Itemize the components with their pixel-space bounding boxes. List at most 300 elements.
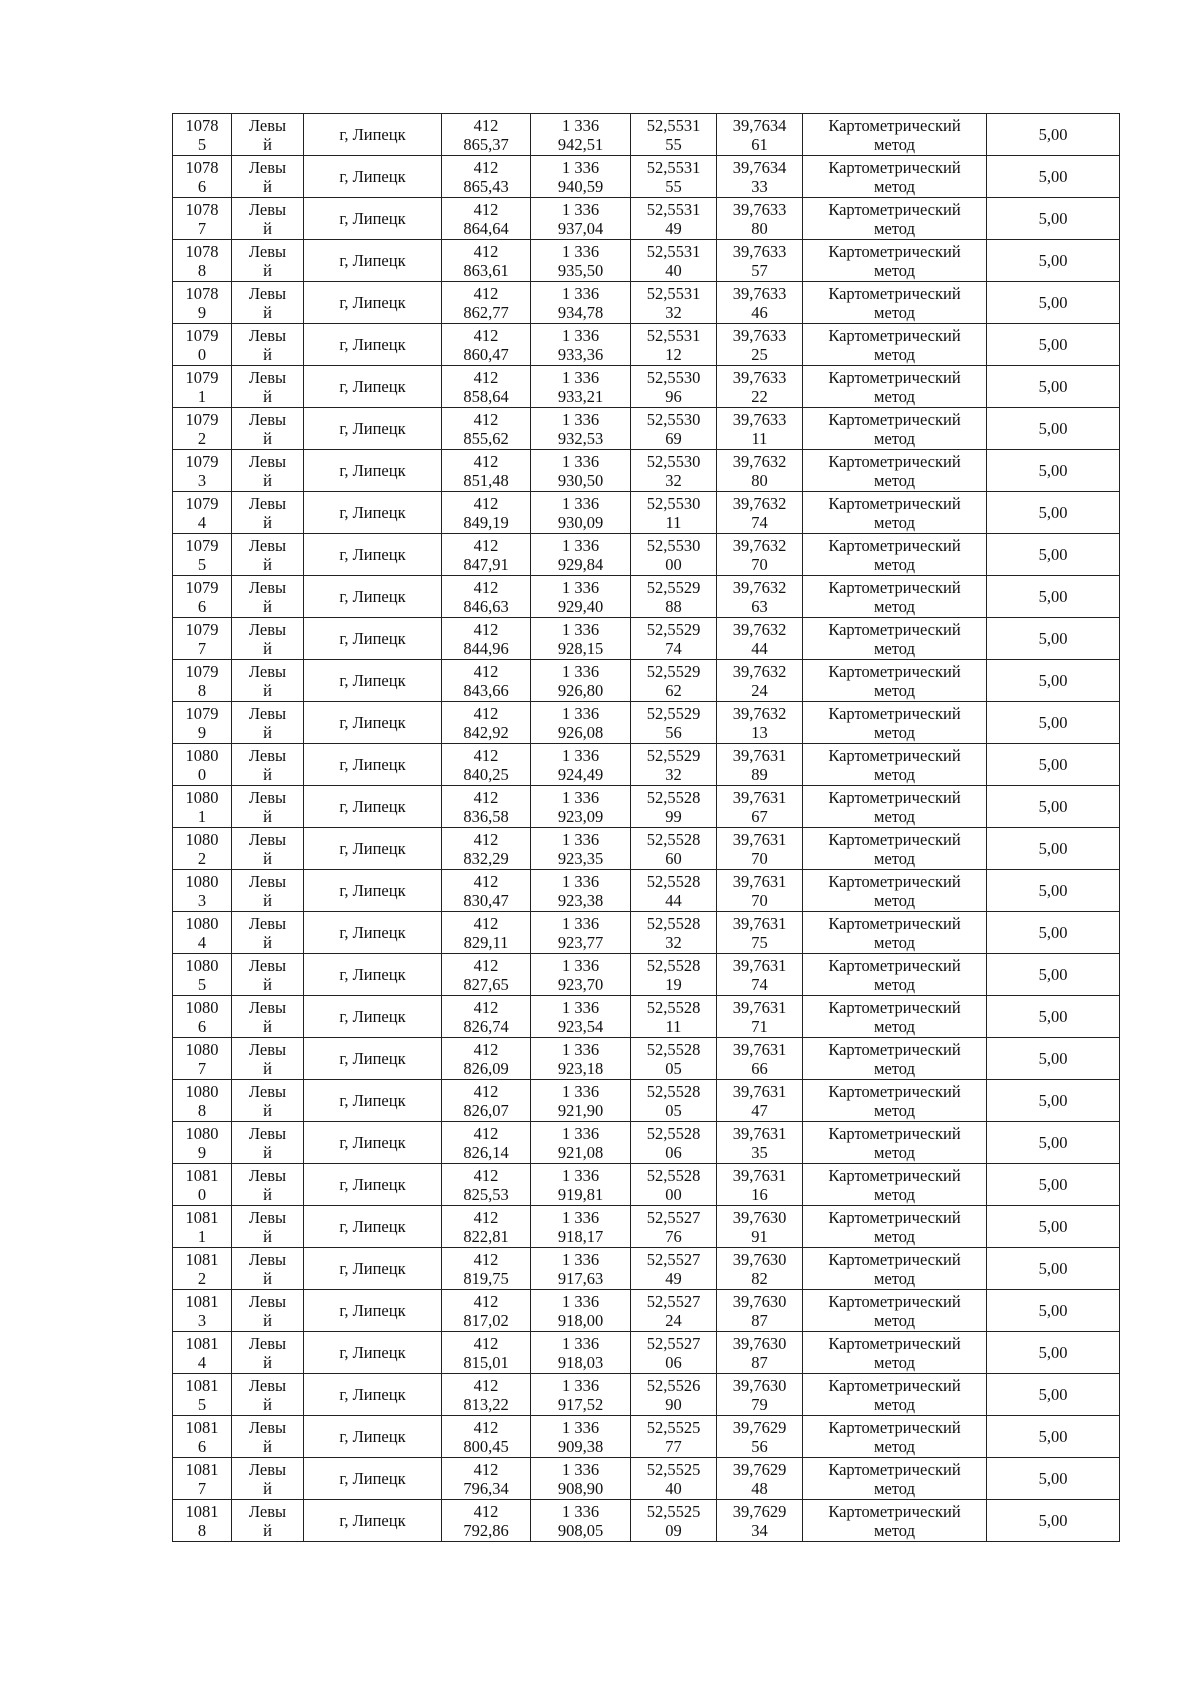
y-coordinate-line: 937,04 [557, 218, 604, 238]
method-line: метод [874, 1142, 915, 1162]
bank-side-line: Левы [248, 871, 287, 891]
longitude-line: 74 [751, 512, 768, 532]
latitude-line: 76 [665, 1226, 682, 1246]
y-coordinate-cell [531, 744, 631, 786]
method-line: метод [874, 848, 915, 868]
point-number-line: 1081 [185, 1207, 219, 1227]
y-coordinate-cell [531, 912, 631, 954]
accuracy-cell: 5,00 [987, 1416, 1120, 1458]
method-cell [803, 744, 987, 786]
longitude-cell [717, 114, 803, 156]
point-number-cell [173, 1290, 232, 1332]
bank-side-cell [232, 1290, 304, 1332]
accuracy-cell: 5,00 [987, 1290, 1120, 1332]
method-line: Картометрический [828, 367, 961, 387]
x-coordinate-line: 863,61 [463, 260, 509, 280]
method-cell [803, 828, 987, 870]
bank-side-cell [232, 534, 304, 576]
latitude-cell [631, 744, 717, 786]
method-line: Картометрический [828, 1417, 961, 1437]
latitude-line: 52,5531 [646, 115, 701, 135]
y-coordinate-line: 1 336 [561, 535, 600, 555]
bank-side-line: й [263, 974, 272, 994]
longitude-line: 39,7633 [732, 199, 787, 219]
longitude-line: 35 [751, 1142, 768, 1162]
bank-side-line: й [263, 1100, 272, 1120]
latitude-cell [631, 618, 717, 660]
latitude-line: 55 [665, 176, 682, 196]
accuracy-cell: 5,00 [987, 366, 1120, 408]
latitude-line: 69 [665, 428, 682, 448]
bank-side-line: Левы [248, 451, 287, 471]
point-number-cell [173, 1080, 232, 1122]
latitude-cell [631, 996, 717, 1038]
city-cell: г, Липецк [304, 576, 442, 618]
x-coordinate-line: 832,29 [463, 848, 509, 868]
city-cell: г, Липецк [304, 912, 442, 954]
latitude-line: 55 [665, 134, 682, 154]
city-cell: г, Липецк [304, 1206, 442, 1248]
latitude-cell [631, 282, 717, 324]
bank-side-cell [232, 1374, 304, 1416]
y-coordinate-cell [531, 870, 631, 912]
latitude-line: 32 [665, 302, 682, 322]
point-number-line: 1079 [185, 619, 219, 639]
city-cell: г, Липецк [304, 198, 442, 240]
table-row [173, 450, 1120, 492]
bank-side-cell [232, 492, 304, 534]
x-coordinate-cell [442, 1374, 531, 1416]
bank-side-cell [232, 282, 304, 324]
method-line: метод [874, 1100, 915, 1120]
method-line: Картометрический [828, 1123, 961, 1143]
x-coordinate-cell [442, 996, 531, 1038]
bank-side-line: й [263, 638, 272, 658]
y-coordinate-line: 908,05 [557, 1520, 604, 1540]
accuracy-cell: 5,00 [987, 744, 1120, 786]
point-number-line: 7 [197, 1478, 207, 1498]
y-coordinate-cell [531, 1122, 631, 1164]
y-coordinate-cell [531, 618, 631, 660]
longitude-line: 56 [751, 1436, 768, 1456]
y-coordinate-cell [531, 408, 631, 450]
x-coordinate-line: 412 [473, 1207, 499, 1227]
method-cell [803, 660, 987, 702]
y-coordinate-line: 1 336 [561, 1249, 600, 1269]
x-coordinate-cell [442, 114, 531, 156]
city-cell: г, Липецк [304, 954, 442, 996]
latitude-cell [631, 1164, 717, 1206]
point-number-line: 3 [197, 890, 207, 910]
latitude-line: 52,5531 [646, 157, 701, 177]
bank-side-cell [232, 114, 304, 156]
longitude-line: 39,7632 [732, 451, 787, 471]
method-cell [803, 702, 987, 744]
latitude-line: 52,5530 [646, 409, 701, 429]
method-line: метод [874, 806, 915, 826]
y-coordinate-line: 921,90 [557, 1100, 604, 1120]
longitude-line: 39,7630 [732, 1249, 787, 1269]
table-row [173, 408, 1120, 450]
accuracy-cell: 5,00 [987, 1122, 1120, 1164]
point-number-line: 1 [197, 1226, 207, 1246]
bank-side-line: Левы [248, 829, 287, 849]
latitude-line: 96 [665, 386, 682, 406]
bank-side-line: Левы [248, 1501, 287, 1521]
city-cell: г, Липецк [304, 1290, 442, 1332]
longitude-cell [717, 1290, 803, 1332]
y-coordinate-line: 921,08 [557, 1142, 604, 1162]
longitude-cell [717, 282, 803, 324]
point-number-cell [173, 534, 232, 576]
method-cell [803, 870, 987, 912]
bank-side-line: й [263, 1268, 272, 1288]
latitude-line: 40 [665, 260, 682, 280]
method-line: Картометрический [828, 1165, 961, 1185]
method-cell [803, 450, 987, 492]
method-line: Картометрический [828, 955, 961, 975]
point-number-line: 1079 [185, 703, 219, 723]
longitude-line: 44 [751, 638, 768, 658]
method-line: Картометрический [828, 577, 961, 597]
accuracy-cell: 5,00 [987, 702, 1120, 744]
accuracy-cell: 5,00 [987, 492, 1120, 534]
point-number-line: 9 [197, 1142, 207, 1162]
y-coordinate-line: 1 336 [561, 745, 600, 765]
point-number-line: 1080 [185, 955, 219, 975]
latitude-line: 06 [665, 1142, 682, 1162]
latitude-line: 52,5527 [646, 1249, 701, 1269]
latitude-line: 49 [665, 218, 682, 238]
y-coordinate-cell [531, 282, 631, 324]
bank-side-line: й [263, 218, 272, 238]
x-coordinate-cell [442, 1332, 531, 1374]
bank-side-cell [232, 660, 304, 702]
x-coordinate-cell [442, 1122, 531, 1164]
y-coordinate-line: 1 336 [561, 871, 600, 891]
city-cell: г, Липецк [304, 1038, 442, 1080]
city-cell: г, Липецк [304, 828, 442, 870]
point-number-cell [173, 156, 232, 198]
method-cell [803, 618, 987, 660]
method-line: Картометрический [828, 283, 961, 303]
method-cell [803, 1248, 987, 1290]
method-cell [803, 282, 987, 324]
bank-side-cell [232, 828, 304, 870]
x-coordinate-line: 412 [473, 829, 499, 849]
y-coordinate-cell [531, 450, 631, 492]
bank-side-line: Левы [248, 493, 287, 513]
y-coordinate-line: 1 336 [561, 1375, 600, 1395]
longitude-line: 11 [751, 428, 768, 448]
y-coordinate-line: 923,70 [557, 974, 604, 994]
longitude-cell [717, 1122, 803, 1164]
table-row [173, 1458, 1120, 1500]
point-number-cell [173, 198, 232, 240]
y-coordinate-cell [531, 492, 631, 534]
x-coordinate-line: 412 [473, 997, 499, 1017]
bank-side-line: Левы [248, 745, 287, 765]
longitude-line: 39,7634 [732, 115, 787, 135]
method-line: Картометрический [828, 745, 961, 765]
y-coordinate-line: 933,36 [557, 344, 604, 364]
longitude-line: 39,7631 [732, 745, 787, 765]
method-line: метод [874, 1184, 915, 1204]
x-coordinate-cell [442, 366, 531, 408]
point-number-line: 1081 [185, 1333, 219, 1353]
accuracy-cell: 5,00 [987, 1374, 1120, 1416]
longitude-cell [717, 660, 803, 702]
latitude-line: 32 [665, 470, 682, 490]
x-coordinate-line: 412 [473, 745, 499, 765]
point-number-line: 2 [197, 1268, 207, 1288]
longitude-line: 16 [751, 1184, 768, 1204]
city-cell: г, Липецк [304, 114, 442, 156]
point-number-cell [173, 996, 232, 1038]
bank-side-line: Левы [248, 955, 287, 975]
x-coordinate-cell [442, 492, 531, 534]
x-coordinate-line: 412 [473, 577, 499, 597]
accuracy-cell: 5,00 [987, 156, 1120, 198]
point-number-line: 6 [197, 1016, 207, 1036]
bank-side-cell [232, 618, 304, 660]
bank-side-cell [232, 1248, 304, 1290]
longitude-line: 79 [751, 1394, 768, 1414]
bank-side-line: й [263, 932, 272, 952]
x-coordinate-cell [442, 1458, 531, 1500]
method-line: метод [874, 386, 915, 406]
latitude-cell [631, 1080, 717, 1122]
x-coordinate-line: 412 [473, 661, 499, 681]
x-coordinate-line: 865,43 [463, 176, 509, 196]
point-number-cell [173, 1164, 232, 1206]
x-coordinate-line: 846,63 [463, 596, 509, 616]
y-coordinate-cell [531, 1080, 631, 1122]
y-coordinate-line: 1 336 [561, 1459, 600, 1479]
y-coordinate-cell [531, 786, 631, 828]
longitude-cell [717, 1374, 803, 1416]
point-number-line: 1079 [185, 493, 219, 513]
x-coordinate-cell [442, 1206, 531, 1248]
table-body [173, 114, 1120, 1542]
bank-side-line: й [263, 1478, 272, 1498]
y-coordinate-line: 1 336 [561, 1501, 600, 1521]
point-number-line: 1 [197, 386, 207, 406]
method-cell [803, 1122, 987, 1164]
method-line: Картометрический [828, 829, 961, 849]
accuracy-cell: 5,00 [987, 114, 1120, 156]
point-number-line: 1081 [185, 1501, 219, 1521]
x-coordinate-cell [442, 618, 531, 660]
y-coordinate-cell [531, 702, 631, 744]
bank-side-line: Левы [248, 619, 287, 639]
y-coordinate-line: 1 336 [561, 577, 600, 597]
point-number-cell [173, 240, 232, 282]
accuracy-cell: 5,00 [987, 240, 1120, 282]
bank-side-line: й [263, 260, 272, 280]
method-line: метод [874, 1310, 915, 1330]
method-line: метод [874, 596, 915, 616]
x-coordinate-line: 822,81 [463, 1226, 509, 1246]
longitude-line: 22 [751, 386, 768, 406]
bank-side-line: Левы [248, 1249, 287, 1269]
latitude-line: 44 [665, 890, 682, 910]
method-line: метод [874, 218, 915, 238]
point-number-cell [173, 1248, 232, 1290]
bank-side-line: Левы [248, 703, 287, 723]
accuracy-cell: 5,00 [987, 1332, 1120, 1374]
x-coordinate-line: 412 [473, 1081, 499, 1101]
bank-side-line: й [263, 512, 272, 532]
x-coordinate-cell [442, 1248, 531, 1290]
x-coordinate-cell [442, 786, 531, 828]
accuracy-cell: 5,00 [987, 618, 1120, 660]
point-number-line: 7 [197, 218, 207, 238]
y-coordinate-line: 1 336 [561, 241, 600, 261]
y-coordinate-line: 1 336 [561, 661, 600, 681]
point-number-line: 1078 [185, 115, 219, 135]
longitude-cell [717, 492, 803, 534]
bank-side-line: й [263, 1520, 272, 1540]
longitude-line: 66 [751, 1058, 768, 1078]
x-coordinate-line: 855,62 [463, 428, 509, 448]
longitude-cell [717, 450, 803, 492]
x-coordinate-cell [442, 1038, 531, 1080]
latitude-cell [631, 1500, 717, 1542]
y-coordinate-line: 926,08 [557, 722, 604, 742]
latitude-line: 52,5528 [646, 1039, 701, 1059]
table-row [173, 1038, 1120, 1080]
point-number-line: 1080 [185, 997, 219, 1017]
y-coordinate-line: 1 336 [561, 157, 600, 177]
method-line: метод [874, 1016, 915, 1036]
longitude-line: 70 [751, 890, 768, 910]
latitude-cell [631, 828, 717, 870]
y-coordinate-line: 934,78 [557, 302, 604, 322]
x-coordinate-line: 412 [473, 1501, 499, 1521]
y-coordinate-cell [531, 240, 631, 282]
bank-side-line: й [263, 1142, 272, 1162]
x-coordinate-cell [442, 870, 531, 912]
table-row [173, 954, 1120, 996]
longitude-line: 39,7631 [732, 1165, 787, 1185]
longitude-line: 39,7631 [732, 871, 787, 891]
longitude-line: 39,7631 [732, 997, 787, 1017]
method-line: метод [874, 134, 915, 154]
table-row [173, 198, 1120, 240]
y-coordinate-cell [531, 954, 631, 996]
latitude-cell [631, 366, 717, 408]
longitude-cell [717, 324, 803, 366]
table-row [173, 702, 1120, 744]
x-coordinate-cell [442, 450, 531, 492]
x-coordinate-line: 412 [473, 619, 499, 639]
point-number-line: 1081 [185, 1417, 219, 1437]
bank-side-line: Левы [248, 241, 287, 261]
point-number-line: 1079 [185, 367, 219, 387]
city-cell: г, Липецк [304, 240, 442, 282]
bank-side-cell [232, 156, 304, 198]
method-line: метод [874, 1058, 915, 1078]
x-coordinate-line: 847,91 [463, 554, 509, 574]
y-coordinate-line: 1 336 [561, 1207, 600, 1227]
longitude-cell [717, 156, 803, 198]
point-number-cell [173, 1332, 232, 1374]
x-coordinate-line: 796,34 [463, 1478, 509, 1498]
method-cell [803, 1206, 987, 1248]
point-number-line: 5 [197, 974, 207, 994]
city-cell: г, Липецк [304, 1164, 442, 1206]
bank-side-line: й [263, 302, 272, 322]
accuracy-cell: 5,00 [987, 828, 1120, 870]
x-coordinate-line: 412 [473, 1249, 499, 1269]
latitude-line: 32 [665, 932, 682, 952]
bank-side-line: Левы [248, 535, 287, 555]
city-cell: г, Липецк [304, 492, 442, 534]
accuracy-cell: 5,00 [987, 786, 1120, 828]
method-cell [803, 156, 987, 198]
city-cell: г, Липецк [304, 1332, 442, 1374]
latitude-line: 52,5526 [646, 1375, 701, 1395]
longitude-line: 74 [751, 974, 768, 994]
method-line: Картометрический [828, 913, 961, 933]
longitude-line: 39,7632 [732, 619, 787, 639]
method-line: метод [874, 1520, 915, 1540]
longitude-cell [717, 1332, 803, 1374]
latitude-line: 99 [665, 806, 682, 826]
point-number-cell [173, 408, 232, 450]
point-number-line: 0 [197, 344, 207, 364]
accuracy-cell: 5,00 [987, 870, 1120, 912]
method-cell [803, 1458, 987, 1500]
latitude-line: 09 [665, 1520, 682, 1540]
y-coordinate-line: 930,50 [557, 470, 604, 490]
latitude-cell [631, 702, 717, 744]
x-coordinate-line: 849,19 [463, 512, 509, 532]
y-coordinate-line: 909,38 [557, 1436, 604, 1456]
longitude-line: 39,7632 [732, 577, 787, 597]
latitude-line: 52,5525 [646, 1459, 701, 1479]
y-coordinate-line: 1 336 [561, 955, 600, 975]
point-number-line: 1080 [185, 1039, 219, 1059]
method-line: Картометрический [828, 115, 961, 135]
accuracy-cell: 5,00 [987, 198, 1120, 240]
x-coordinate-line: 829,11 [463, 932, 509, 952]
x-coordinate-line: 412 [473, 367, 499, 387]
table-row [173, 576, 1120, 618]
latitude-cell [631, 1122, 717, 1164]
city-cell: г, Липецк [304, 1416, 442, 1458]
point-number-line: 1080 [185, 787, 219, 807]
point-number-line: 0 [197, 764, 207, 784]
bank-side-cell [232, 1038, 304, 1080]
x-coordinate-cell [442, 1500, 531, 1542]
longitude-line: 39,7631 [732, 787, 787, 807]
x-coordinate-line: 825,53 [463, 1184, 509, 1204]
x-coordinate-line: 836,58 [463, 806, 509, 826]
bank-side-line: й [263, 680, 272, 700]
method-cell [803, 954, 987, 996]
accuracy-cell: 5,00 [987, 660, 1120, 702]
bank-side-cell [232, 198, 304, 240]
x-coordinate-line: 412 [473, 1375, 499, 1395]
longitude-line: 39,7629 [732, 1417, 787, 1437]
longitude-cell [717, 912, 803, 954]
x-coordinate-line: 412 [473, 409, 499, 429]
bank-side-line: Левы [248, 115, 287, 135]
latitude-line: 52,5525 [646, 1501, 701, 1521]
table-row [173, 744, 1120, 786]
